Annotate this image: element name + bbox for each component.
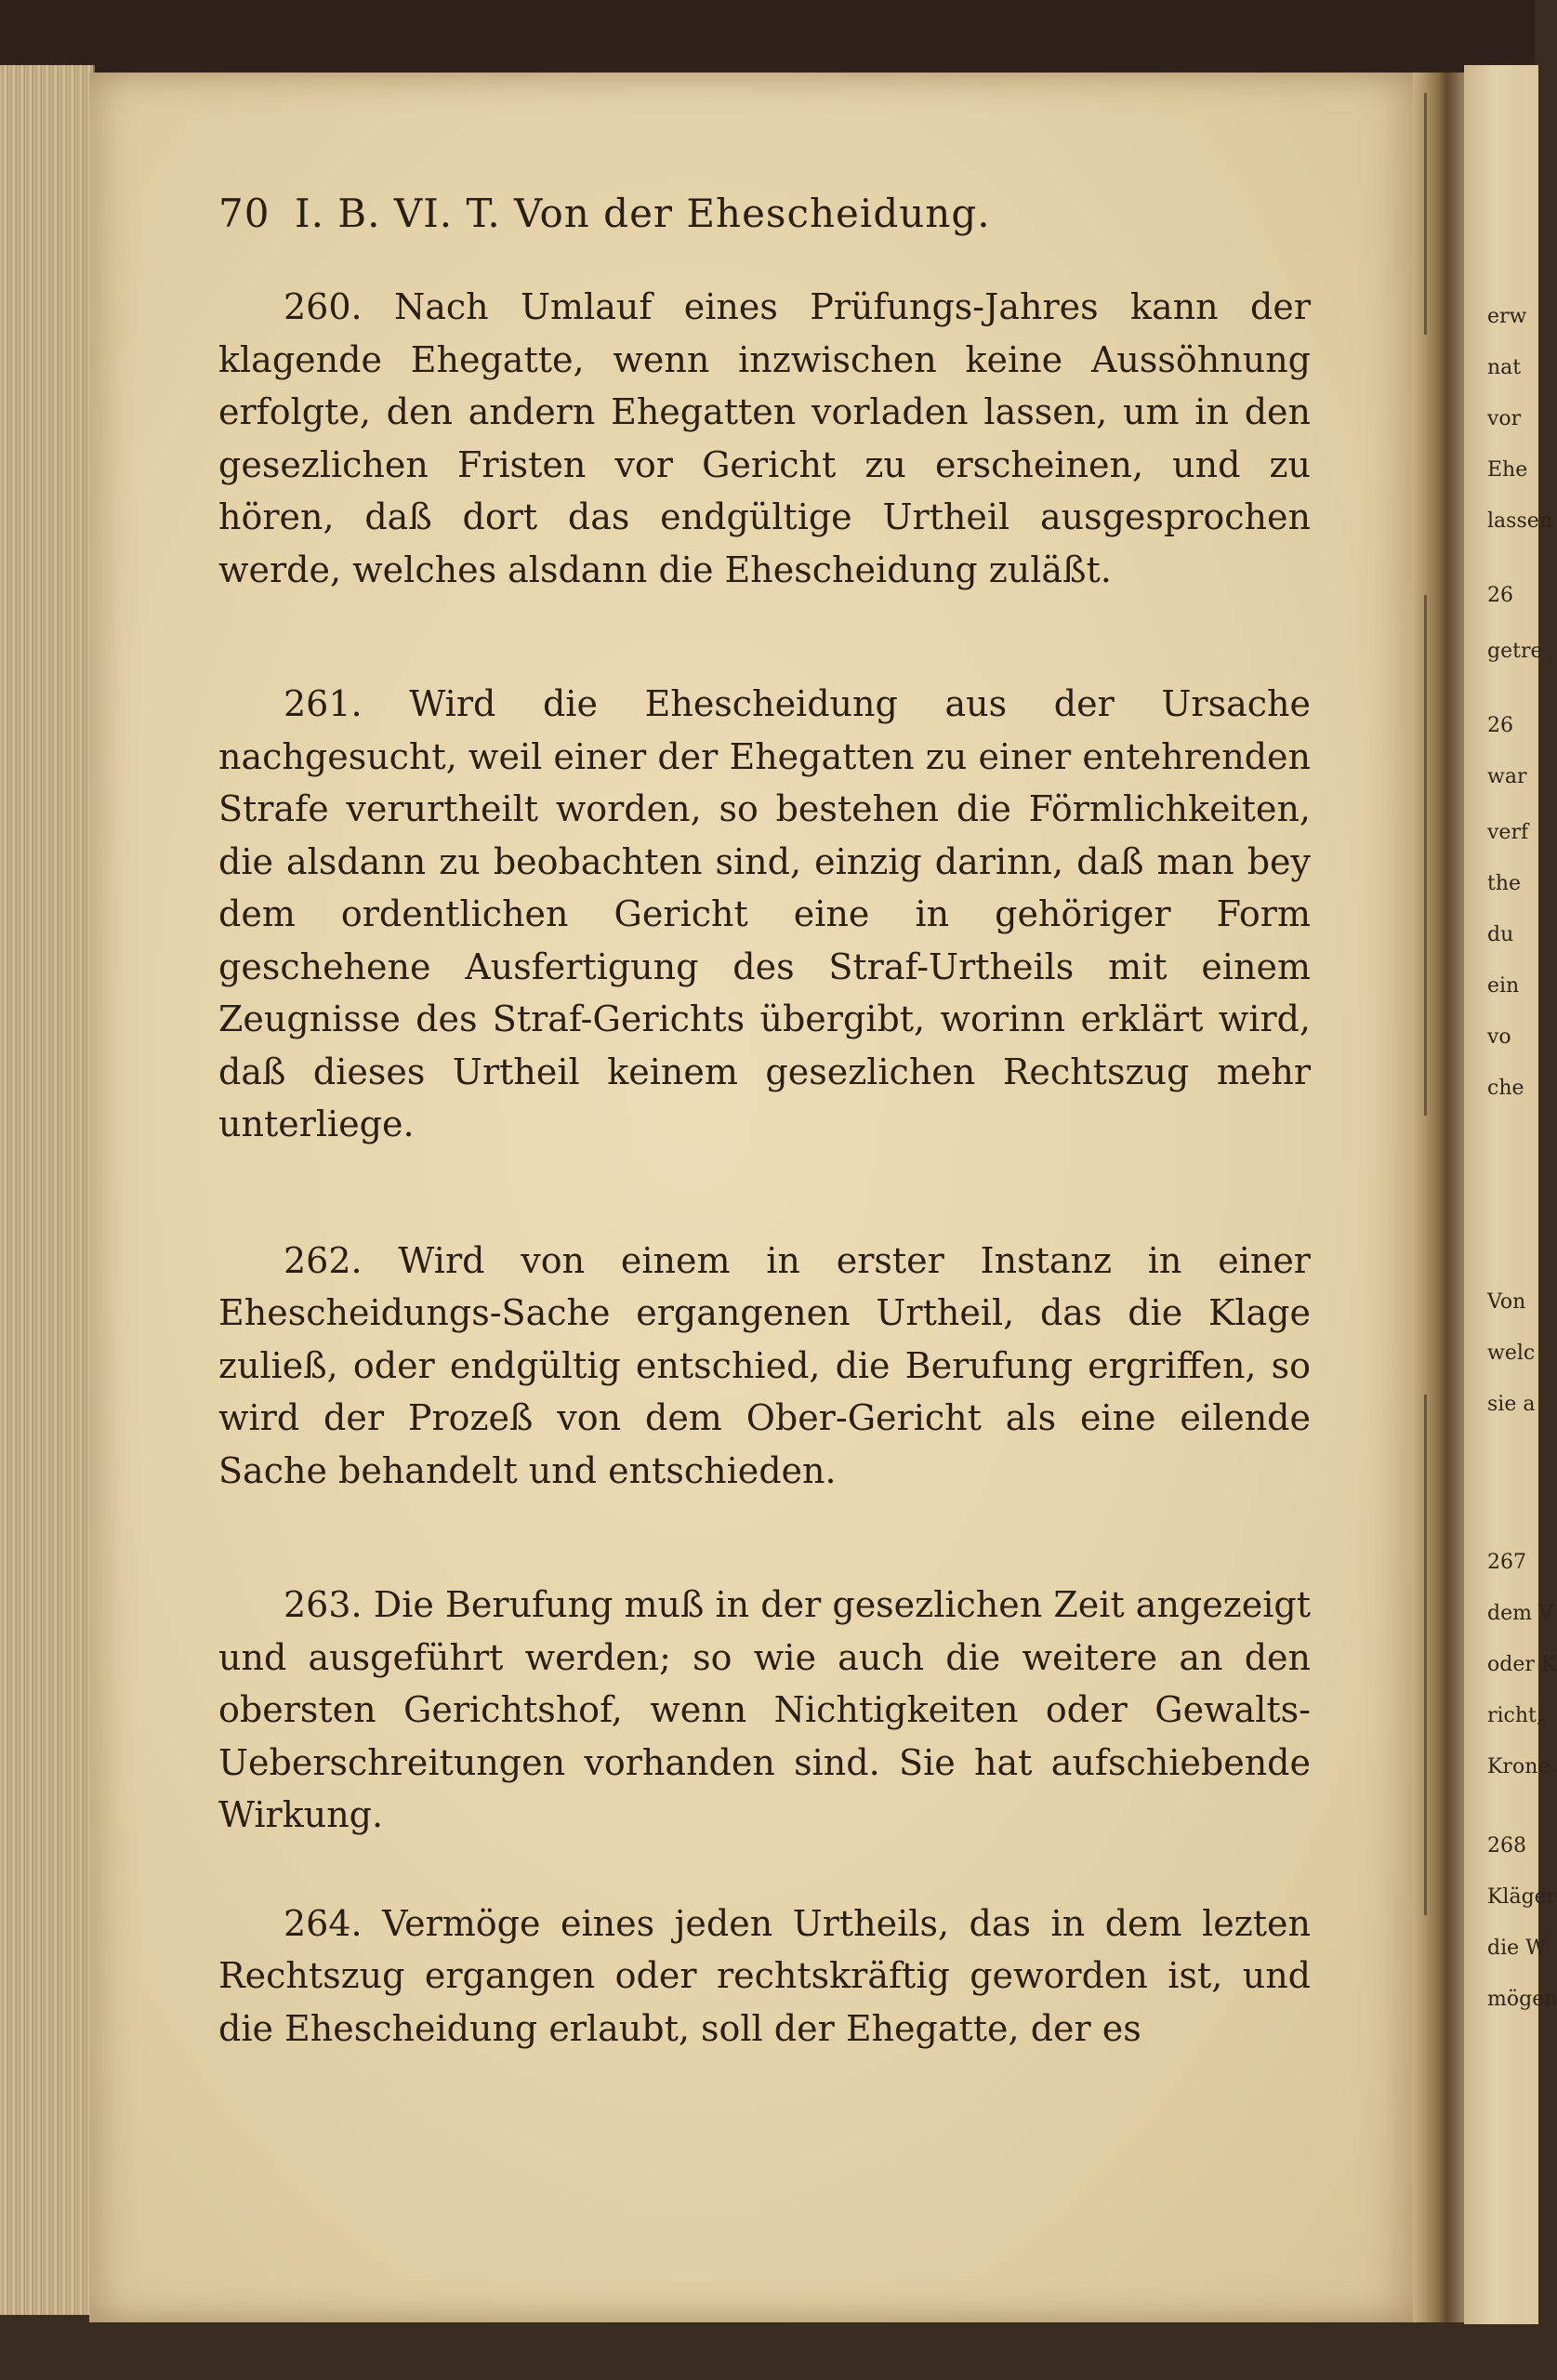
facing-fragment: ein: [1487, 974, 1520, 998]
facing-fragment: welc: [1487, 1342, 1536, 1365]
paragraph-260: [218, 281, 1311, 596]
facing-page: [1464, 65, 1557, 2324]
facing-fragment: Ehe: [1487, 458, 1528, 482]
facing-fragment: Krone: [1487, 1755, 1550, 1778]
paragraph-text: Vermöge eines jeden Urtheils, das in dem lezten Rechtszug ergangen oder rechtskräftig geworden ist, und die Ehescheidung erlaubt, soll der Ehegatte, der es: [218, 1902, 1311, 2049]
facing-fragment: che: [1487, 1077, 1524, 1100]
facing-fragment: vo: [1487, 1025, 1511, 1049]
facing-fragment: oder K: [1487, 1653, 1557, 1676]
facing-fragment: 26: [1487, 584, 1513, 607]
paragraph-number: 262.: [284, 1239, 363, 1281]
running-header: [218, 191, 1311, 236]
facing-fragment: getre: [1487, 640, 1543, 663]
paragraph-264: [218, 1897, 1311, 2056]
page-number: 70: [218, 191, 270, 236]
paragraph-number: 260.: [284, 286, 363, 327]
left-page-edges: [0, 65, 95, 2315]
facing-fragment: the: [1487, 872, 1522, 895]
paragraph-number: 263.: [284, 1584, 363, 1625]
paragraph-262: [218, 1235, 1311, 1498]
facing-fragment: nat: [1487, 356, 1522, 379]
facing-fragment: 268: [1487, 1834, 1526, 1858]
facing-fragment: die W: [1487, 1937, 1547, 1960]
margin-rule: [1424, 595, 1427, 1116]
facing-fragment: du: [1487, 923, 1514, 946]
facing-fragment: mögen: [1487, 1988, 1557, 2011]
facing-fragment: erw: [1487, 305, 1527, 328]
facing-fragment: 267: [1487, 1551, 1526, 1574]
paragraph-number: 264.: [284, 1902, 363, 1944]
paragraph-text: Nach Umlauf eines Prüfungs-Jahres kann der klagende Ehegatte, wenn inzwischen keine Aussöhnung erfolgte, den andern Ehegatten vorladen lassen, um in den gesezlichen Fristen vor Gericht zu erscheinen, und zu hören, daß dort das endgültige Urtheil ausgesprochen werde, welches alsdann die Ehescheidung zuläßt.: [218, 286, 1311, 590]
paragraph-261: [218, 678, 1311, 1151]
facing-fragment: Kläger: [1487, 1885, 1557, 1909]
paragraph-text: Die Berufung muß in der gesezlichen Zeit angezeigt und ausgeführt werden; so wie auch die weitere an den obersten Gerichtshof, wenn Nichtigkeiten oder Gewalts-Ueberschreitungen vorhanden sind. Sie hat aufschiebende Wirkung.: [218, 1584, 1311, 1835]
facing-fragment: lassen: [1487, 509, 1552, 533]
paragraph-text: Wird die Ehescheidung aus der Ursache nachgesucht, weil einer der Ehegatten zu einer entehrenden Strafe verurtheilt worden, so bestehen die Förmlichkeiten, die alsdann zu beobachten sind, einzig darinn, daß man bey dem ordentlichen Gericht eine in gehöriger Form geschehene Ausfertigung des Straf-Urtheils mit einem Zeugnisse des Straf-Gerichts übergibt, worinn erklärt wird, daß dieses Urtheil keinem gesezlichen Rechtszug mehr unterliege.: [218, 683, 1311, 1144]
facing-fragment: 26: [1487, 714, 1513, 737]
page-text: [218, 191, 1311, 2055]
facing-fragment: dem V: [1487, 1602, 1553, 1625]
margin-rule: [1424, 93, 1427, 335]
paragraph-263: [218, 1579, 1311, 1842]
margin-rule: [1424, 1395, 1427, 1915]
book-gutter: [1413, 73, 1469, 2322]
paragraph-number: 261.: [284, 683, 363, 724]
facing-fragment: sie a: [1487, 1393, 1536, 1416]
paragraph-text: Wird von einem in erster Instanz in einer Ehescheidungs-Sache ergangenen Urtheil, das die Klage zuließ, oder endgültig entschied, die Berufung ergriffen, so wird der Prozeß von dem Ober-Gericht als eine eilende Sache behandelt und entschieden.: [218, 1239, 1311, 1491]
facing-fragment: verf: [1487, 821, 1529, 844]
facing-fragment: war: [1487, 765, 1527, 788]
facing-fragment: richt,: [1487, 1704, 1543, 1727]
facing-fragment: Von: [1487, 1290, 1526, 1314]
running-title: I. B. VI. T. Von der Ehescheidung.: [295, 191, 991, 236]
facing-fragment: vor: [1487, 407, 1522, 430]
